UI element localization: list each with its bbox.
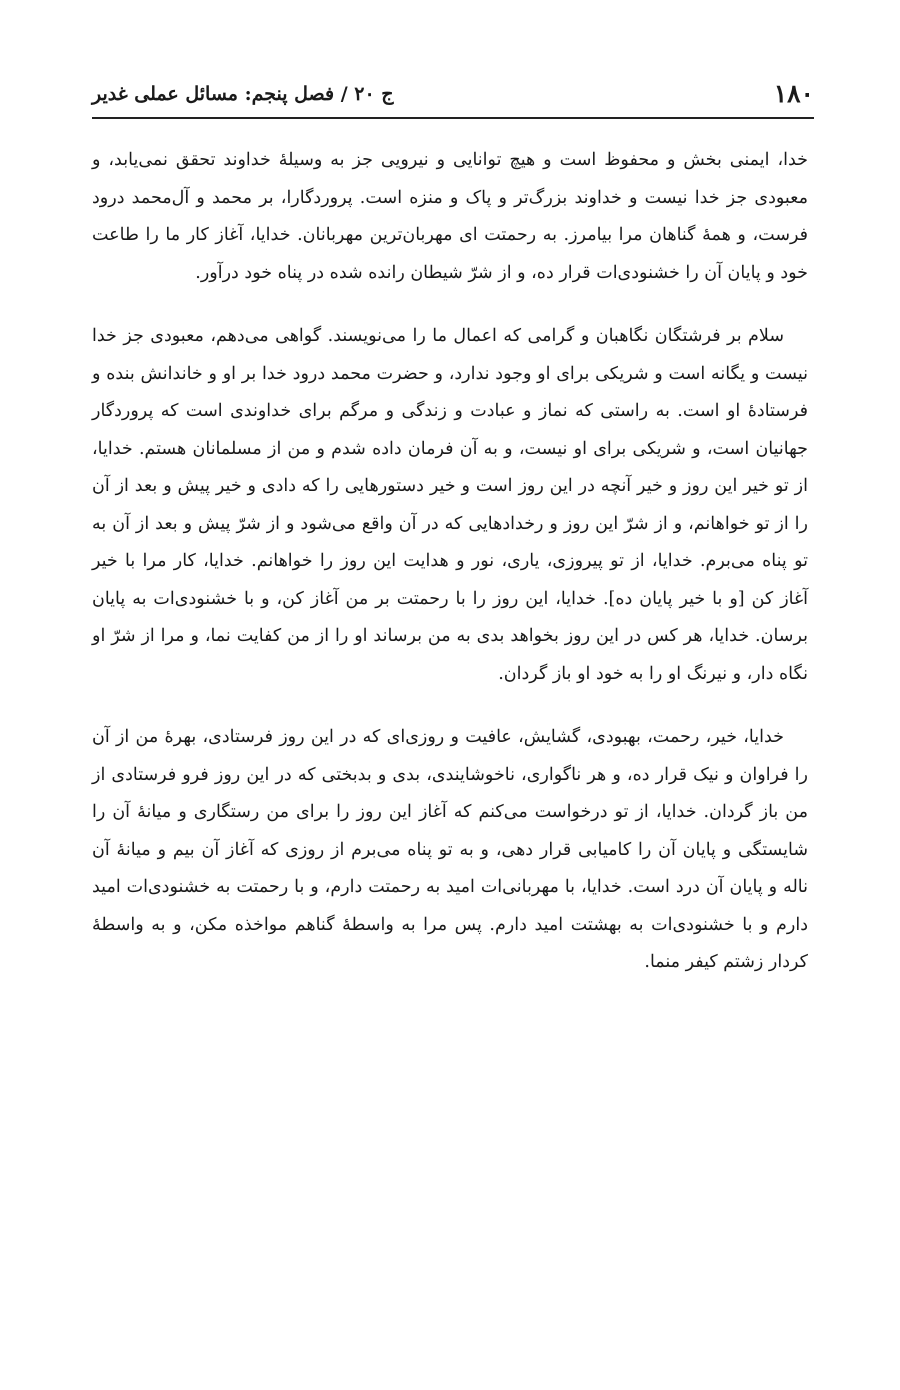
paragraph-3: خدایا، خیر، رحمت، بهبودی، گشایش، عافیت و روزی‌ای که در این روز فرستادی، بهرهٔ من از آن را فراوان و نیک قرار ده، و هر ناگواری، ناخوشایندی، بدی و بدبختی که در این روز فرو فرستادی از من باز گردان. خدایا، از تو درخواست می‌کنم که آغاز این روز را برای من رستگاری و میانهٔ آن را شایستگی و پایان آن را کامیابی قرار دهی، و به تو پناه می‌برم از روزی که آغاز آن بیم و میانهٔ آن ناله و پایان آن درد است. خدایا، با مهربانی‌ات امید به رحمتت دارم، و با رحمتت به خشنودی‌ات امید دارم و با خشنودی‌ات به بهشتت امید دارم. پس مرا به واسطهٔ گناهم مواخذه مکن، و به واسطهٔ کردار زشتم کیفر منما. bbox=[92, 727, 808, 972]
paragraph-1: خدا، ایمنی بخش و محفوظ است و هیچ توانایی و نیرویی جز به وسیلهٔ خداوند تحقق نمی‌یابد، و معبودی جز خدا نیست و خداوند بزرگ‌تر و پاک و منزه است. پروردگارا، بر محمد و آل‌محمد درود فرست، و همهٔ گناهان مرا بیامرز. به رحمتت ای مهربان‌ترین مهربانان. خدایا، آغاز کار ما را طاعت خود و پایان آن را خشنودی‌ات قرار ده، و از شرّ شیطان رانده شده در پناه خود درآور. bbox=[92, 150, 808, 283]
page-number: ۱۸۰ bbox=[773, 79, 814, 108]
running-title: ج ۲۰ / فصل پنجم: مسائل عملی غدیر bbox=[92, 83, 394, 105]
body-text bbox=[92, 142, 808, 1008]
paragraph-2: سلام بر فرشتگان نگاهبان و گرامی که اعمال ما را می‌نویسند. گواهی می‌دهم، معبودی جز خدا نیست و یگانه است و شریکی برای او وجود ندارد، و حضرت محمد درود خدا بر او و خاندانش بنده و فرستادهٔ او است. به راستی که نماز و عبادت و زندگی و مرگم برای خداوندی است که پروردگار جهانیان است، و شریکی برای او نیست، و به آن فرمان داده شدم و من از مسلمانان هستم. خدایا، از تو خیر این روز و خیر آنچه در این روز است و خیر دستورهایی را که دادی و خیر پیش و بعد از آن را از تو خواهانم، و از شرّ این روز و رخدادهایی که در آن واقع می‌شود و از شرّ پیش و بعد از آن به تو پناه می‌برم. خدایا، از تو پیروزی، یاری، نور و هدایت این روز را خواهانم. خدایا، کار مرا با خیر آغاز کن [و با خیر پایان ده]. خدایا، این روز را با رحمتت بر من آغاز کن، و با خشنودی‌ات به پایان برسان. خدایا، هر کس در این روز بخواهد بدی به من برساند او را از من کفایت نما، و مرا از شرّ او نگاه دار، و نیرنگ او را به خود او باز گردان. bbox=[92, 326, 808, 684]
header-divider bbox=[92, 117, 814, 119]
page-header bbox=[92, 68, 814, 112]
